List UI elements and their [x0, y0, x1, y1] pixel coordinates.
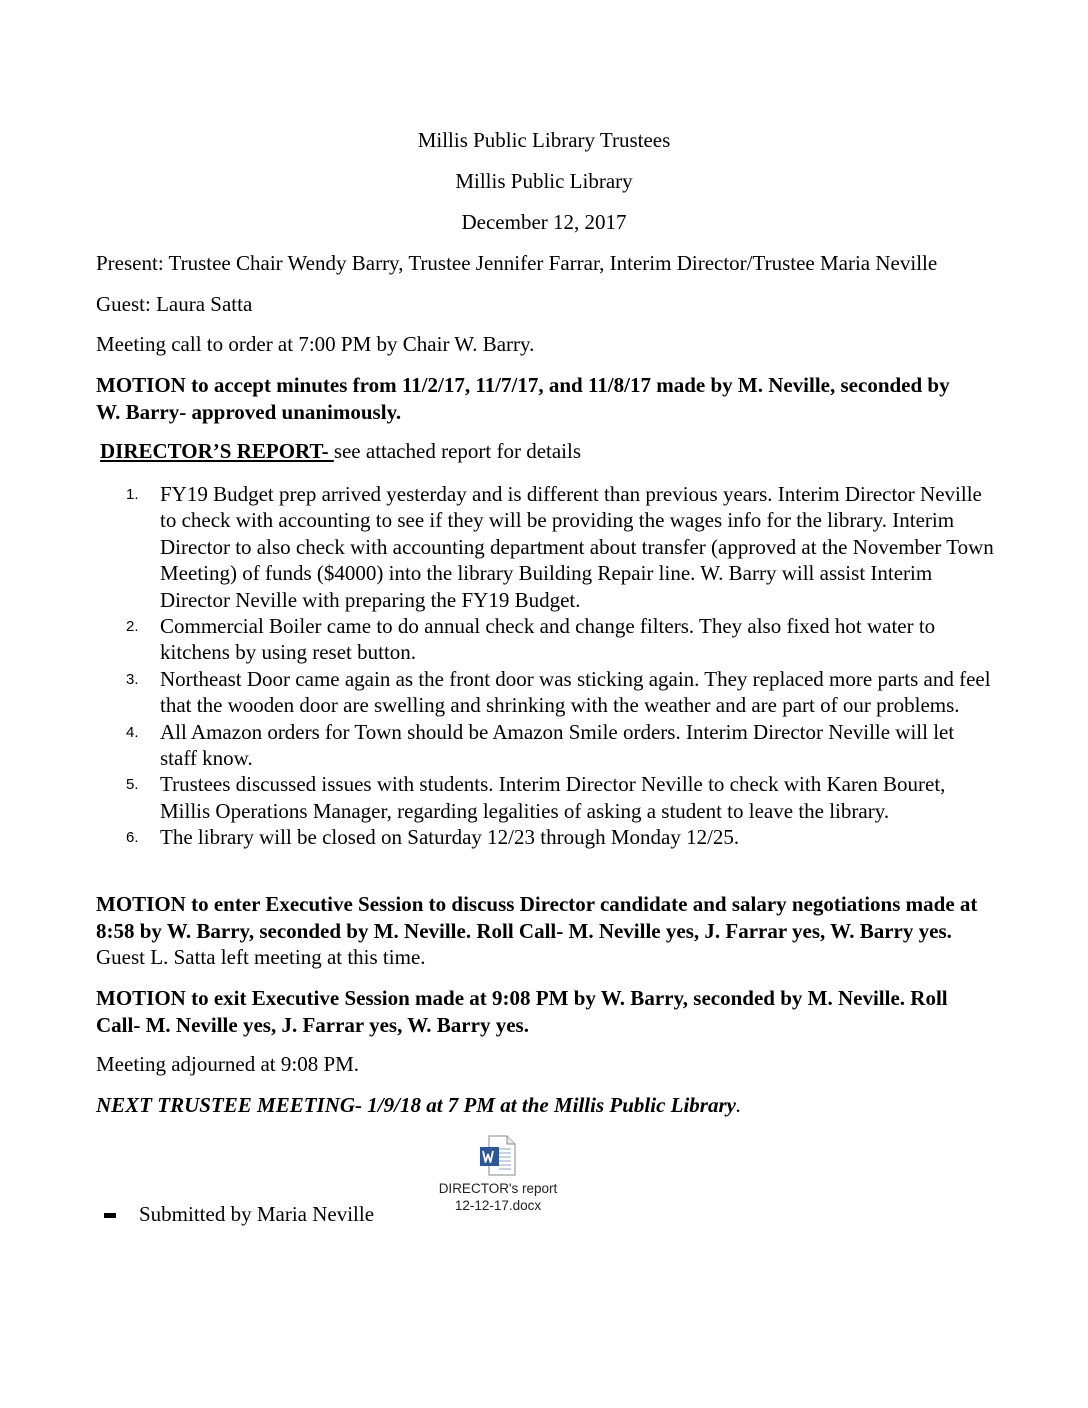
item-text: Commercial Boiler came to do annual check and change filters. They also fixed hot water to kitchens by using reset button.: [160, 614, 936, 665]
adjourned-line: Meeting adjourned at 9:08 PM.: [96, 1052, 360, 1076]
item-number: 1.: [126, 486, 139, 503]
item-number: 2.: [126, 618, 139, 636]
meeting-date: December 12, 2017: [461, 210, 627, 234]
next-meeting-text: NEXT TRUSTEE MEETING- 1/9/18 at 7 PM at the Millis Public Library: [96, 1093, 736, 1117]
attachment-name: DIRECTOR's report: [438, 1181, 558, 1196]
list-item: [96, 824, 996, 850]
motion-accept-minutes: MOTION to accept minutes from 11/2/17, 11/7/17, and 11/8/17 made by M. Neville, seconded by W. Barry- approved unanimously.: [96, 373, 950, 424]
next-meeting-line: [96, 1092, 996, 1119]
item-text: The library will be closed on Saturday 12/23 through Monday 12/25.: [160, 825, 740, 850]
item-number: 5.: [126, 776, 139, 794]
item-number: 6.: [126, 829, 139, 847]
word-document-icon[interactable]: [479, 1135, 516, 1176]
item-text: Trustees discussed issues with students. Interim Director Neville to check with Karen Bouret, Millis Operations Manager, regarding legalities of asking a student to leave the library.: [160, 772, 946, 823]
list-item: [96, 666, 996, 719]
list-item: [96, 719, 996, 772]
director-report-heading: DIRECTOR’S REPORT-: [100, 439, 334, 463]
attachment-label[interactable]: [418, 1180, 578, 1214]
call-to-order: Meeting call to order at 7:00 PM by Chair W. Barry.: [96, 332, 535, 356]
item-text: Northeast Door came again as the front door was sticking again. They replaced more parts and feel that the wooden door are swelling and shrinking with the weather and are part of our problems.: [160, 666, 991, 718]
header-title: Millis Public Library Trustees: [417, 128, 671, 152]
submitted-by: Submitted by Maria Neville: [139, 1202, 375, 1226]
item-text: All Amazon orders for Town should be Amazon Smile orders. Interim Director Neville will let staff know.: [160, 719, 955, 771]
list-item: [96, 481, 996, 613]
item-text: FY19 Budget prep arrived yesterday and is different than previous years. Interim Director Neville to check with accounting to see if they will be providing the wages info for the library. Interim Director to also check with accounting department about transfer (approved at the November Town Meeting) of funds ($4000) into the library Building Repair line. W. Barry will assist Interim Director Neville with preparing the FY19 Budget.: [160, 482, 994, 612]
report-items-list: [96, 481, 996, 851]
motion-exit-executive-session: MOTION to exit Executive Session made at 9:08 PM by W. Barry, seconded by M. Neville. Roll Call- M. Neville yes, J. Farrar yes, W. Barry yes.: [96, 986, 948, 1037]
director-report-note: see attached report for details: [333, 439, 582, 463]
item-number: 4.: [126, 723, 139, 741]
present-line: Present: Trustee Chair Wendy Barry, Trustee Jennifer Farrar, Interim Director/Trustee Maria Neville: [96, 251, 938, 275]
list-item: [96, 771, 996, 824]
motion-enter-executive-session: [96, 891, 981, 971]
header-library: Millis Public Library: [455, 169, 633, 193]
list-item: [96, 613, 996, 666]
guest-line: Guest: Laura Satta: [96, 292, 253, 316]
motion-enter-note: Guest L. Satta left meeting at this time.: [96, 918, 963, 969]
item-number: 3.: [126, 670, 139, 688]
director-report-line: [100, 438, 1000, 465]
bullet-icon: [104, 1213, 116, 1218]
attachment-filename: 12-12-17.docx: [454, 1198, 542, 1213]
motion-enter-text: MOTION to enter Executive Session to discuss Director candidate and salary negotiations made at 8:58 by W. Barry, seconded by M. Neville. Roll Call- M. Neville yes, J. Farrar yes, W. Barry yes.: [96, 892, 978, 943]
next-meeting-period: .: [735, 1093, 742, 1117]
